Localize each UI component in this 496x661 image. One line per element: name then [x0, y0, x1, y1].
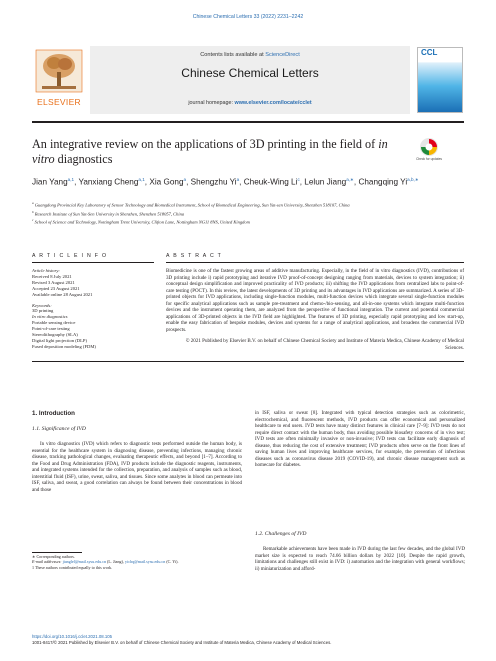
- affiliation-c: $^c$ School of Science and Technology, Nottingham Trent University, Clifton Lane, Nottingham NG11 8NS, United Kingdom: [32, 218, 250, 225]
- corresponding-note: ∗ Corresponding authors.: [32, 554, 75, 559]
- journal-cover-title: CCL: [421, 48, 438, 57]
- title-italic: in vitro: [32, 137, 388, 166]
- abstract-heading: A B S T R A C T: [166, 253, 223, 259]
- author-list: Jian Yang$^{a,1}$, Yanxiang Cheng$^{a,1}$, Xia Gong$^a$, Shengzhu Yi$^a$, Cheuk-Wing Li$^c$, Lelun Jiang$^{a,∗}$, Changqing $Yi^{a,b,∗}$: [32, 177, 419, 187]
- abstract-copyright: © 2021 Published by Elsevier B.V. on behalf of Chinese Chemical Society and Institute of Materia Medica, Chinese Academy of Medical Sciences.: [185, 338, 464, 351]
- article-info-rule: [32, 262, 154, 263]
- journal-homepage-line: [90, 100, 410, 106]
- keyword: Stereolithography (SLA): [32, 332, 78, 338]
- history-item: Received 8 July 2021: [32, 273, 72, 279]
- email-link[interactable]: yichq@mail.sysu.edu.cn: [125, 559, 166, 565]
- affiliation-b: $^b$ Research Institute of Sun Yat-Sen University in Shenzhen, Shenzhen 518057, China: [32, 209, 185, 217]
- keyword: Digital light projection (DLP): [32, 337, 87, 343]
- journal-title: Chinese Chemical Letters: [181, 66, 319, 80]
- author-name[interactable]: Shengzhu Yi: [190, 177, 237, 187]
- keyword: Portable sensing device: [32, 320, 76, 326]
- email-link[interactable]: jianglel@mail.sysu.edu.cn: [62, 559, 107, 565]
- homepage-prefix: journal homepage:: [188, 100, 235, 106]
- journal-reference[interactable]: Chinese Chemical Letters 33 (2022) 2231–2242: [192, 14, 304, 20]
- contents-available-line: [90, 52, 410, 58]
- author-name[interactable]: Changqing Yi: [358, 177, 408, 187]
- contents-prefix: Contents lists available at: [200, 52, 266, 58]
- page-bottom: [32, 634, 464, 645]
- author-name[interactable]: Lelun Jiang: [304, 177, 347, 187]
- author-affiliation-marker: a,b,∗: [407, 177, 419, 182]
- section-1-2-title: 1.2. Challenges of IVD: [255, 531, 307, 537]
- header-divider: [32, 121, 464, 123]
- title-part-2: diagnostics: [54, 152, 113, 166]
- abstract-rule: [166, 262, 464, 263]
- issn-line: 1001-8417/© 2021 Published by Elsevier B.V. on behalf of Chinese Chemical Society and Institute of Materia Medica, Chinese Academy of Medical Sciences.: [32, 639, 332, 645]
- email-note: E-mail addresses: jianglel@mail.sysu.edu.cn (L. Jiang), yichq@mail.sysu.edu.cn (C. Yi).: [32, 559, 179, 565]
- author-name[interactable]: Jian Yang: [32, 177, 68, 187]
- intro-paragraph: In vitro diagnostics (IVD) which refers to diagnostic tests performed outside the human body, is essential for the healthcare system in diagnosing disease, preventing infections, managing chronic disease, tracking pathological changes, evaluating therapeutic effects, and beyond [1–7]. According to the Food and Drug Administration (FDA), IVD products include the diagnostic reagents, instruments, and integrated systems intended for the collection, preparation, and analysis of samples such as blood, interstitial fluid (ISF), urine, sweat, saliva, and tissues. Since some analytes in blood can permeate into ISF, saliva, and sweat, a good correlation can always be found between their concentrations in blood and those: [32, 441, 242, 493]
- history-item: Revised 3 August 2021: [32, 279, 75, 285]
- check-for-updates-label: Check for updates: [416, 157, 442, 161]
- keyword: Point-of-care testing: [32, 326, 70, 332]
- history-item: Available online 28 August 2021: [32, 291, 93, 297]
- col2-paragraph-1: in ISF, saliva or sweat [8]. Integrated with typical detection strategies such as colorimetric, electrochemical, and fluorescent methods, IVD products can offer economical and personalized healthcare to end users. IVD tests have many distinct features in clinical care [7–9]: IVD tests do not require direct contact with the human body, thus avoiding possible biosafety concerns of in vivo test; IVD tests are often minimally invasive or non-invasive; IVD tests can facilitate early diagnosis of disease, thus reducing the cost of extensive treatment; IVD products often serve on the front lines of saving human lives and improving healthcare services, for example, the prevention of infectious diseases such as coronavirus disease 2019 (COVID-19), and chronic disease management such as homecare for diabetes.: [255, 410, 465, 469]
- sciencedirect-link[interactable]: ScienceDirect: [265, 52, 300, 58]
- keywords-label: Keywords:: [32, 302, 52, 308]
- author-affiliation-marker: a,1: [67, 177, 75, 182]
- section-1-title: 1. Introduction: [32, 410, 75, 417]
- doi-link[interactable]: https://doi.org/10.1016/j.cclet.2021.08.105: [32, 634, 113, 639]
- keyword: 3D printing: [32, 308, 54, 314]
- abstract-bottom-rule: [32, 361, 464, 362]
- keyword: Fused deposition modeling (FDM): [32, 343, 96, 349]
- footnote-rule: [32, 552, 82, 553]
- author-affiliation-marker: c: [297, 177, 300, 182]
- author-name[interactable]: Cheuk-Wing Li: [243, 177, 298, 187]
- title-part-1: An integrative review on the applications of 3D printing in the field of: [32, 137, 379, 151]
- history-label: Article history:: [32, 268, 60, 273]
- author-affiliation-marker: a,∗: [346, 177, 354, 182]
- col2-paragraph-2: Remarkable achievements have been made in IVD during the last few decades, and the global IVD market size is expected to reach 74.66 billion dollars by 2022 [10]. Despite the rapid growth, limitations and challenges still exist in IVD: i) automation and the integration with general workflows; ii) miniaturization and afford-: [255, 546, 465, 572]
- abstract-text: Biomedicine is one of the fastest growing areas of additive manufacturing. Especially, in the field of in vitro diagnostics (IVD), contributions of 3D printing include i) rapid prototyping and iterative IVD proof-of-concept designing ranging from materials, devices to system integration; ii) conceptual design simplification and improved practicality of IVD products; iii) shifting the IVD applications from centralized labs to point-of-care testing (POCT). In this review, the latest developments of 3D printing and its advantages in IVD applications are summarized. A series of 3D-printed objects for IVD applications, including single-function modules, multi-function devices which integrate several single-function modules for specific analytical applications such as sample pre-treatment and chemo-/bio-sensing, and all-in-one systems which integrate multi-function devices and the instrument operating them, are analyzed from the perspective of functional integration. The current and potential commercial applications of 3D-printed objects in the IVD field are highlighted. The features of 3D printing, especially rapid prototyping and low start-up, enable the easy fabrication of bespoke modules, devices and systems for a range of analytical applications, and broadens the commercial IVD prospects.: [166, 268, 464, 333]
- article-info: [32, 268, 152, 350]
- affiliation-a: $^a$ Guangdong Provincial Key Laboratory of Sensor Technology and Biomedical Instrument, School of Biomedical Engineering, Sun Yat-sen University, Shenzhen 518107, China: [32, 201, 350, 208]
- author-affiliation-marker: a,1: [138, 177, 145, 182]
- footnotes: [32, 554, 242, 570]
- article-info-heading: A R T I C L E I N F O: [32, 253, 108, 259]
- author-affiliation-marker: a: [236, 177, 240, 182]
- history-item: Accepted 23 August 2021: [32, 285, 80, 291]
- author-name[interactable]: Yanxiang Cheng: [78, 177, 139, 187]
- article-title: [32, 137, 412, 167]
- elsevier-wordmark: ELSEVIER: [37, 97, 81, 107]
- keyword: In vitro diagnostics: [32, 314, 68, 320]
- affiliations: [32, 200, 462, 226]
- equal-contribution-note: 1 These authors contributed equally to this work.: [32, 564, 113, 570]
- author-affiliation-marker: a: [183, 177, 187, 182]
- homepage-link[interactable]: www.elsevier.com/locate/cclet: [234, 100, 312, 106]
- author-name[interactable]: Xia Gong: [149, 177, 184, 187]
- section-1-1-title: 1.1. Significance of IVD: [32, 426, 86, 432]
